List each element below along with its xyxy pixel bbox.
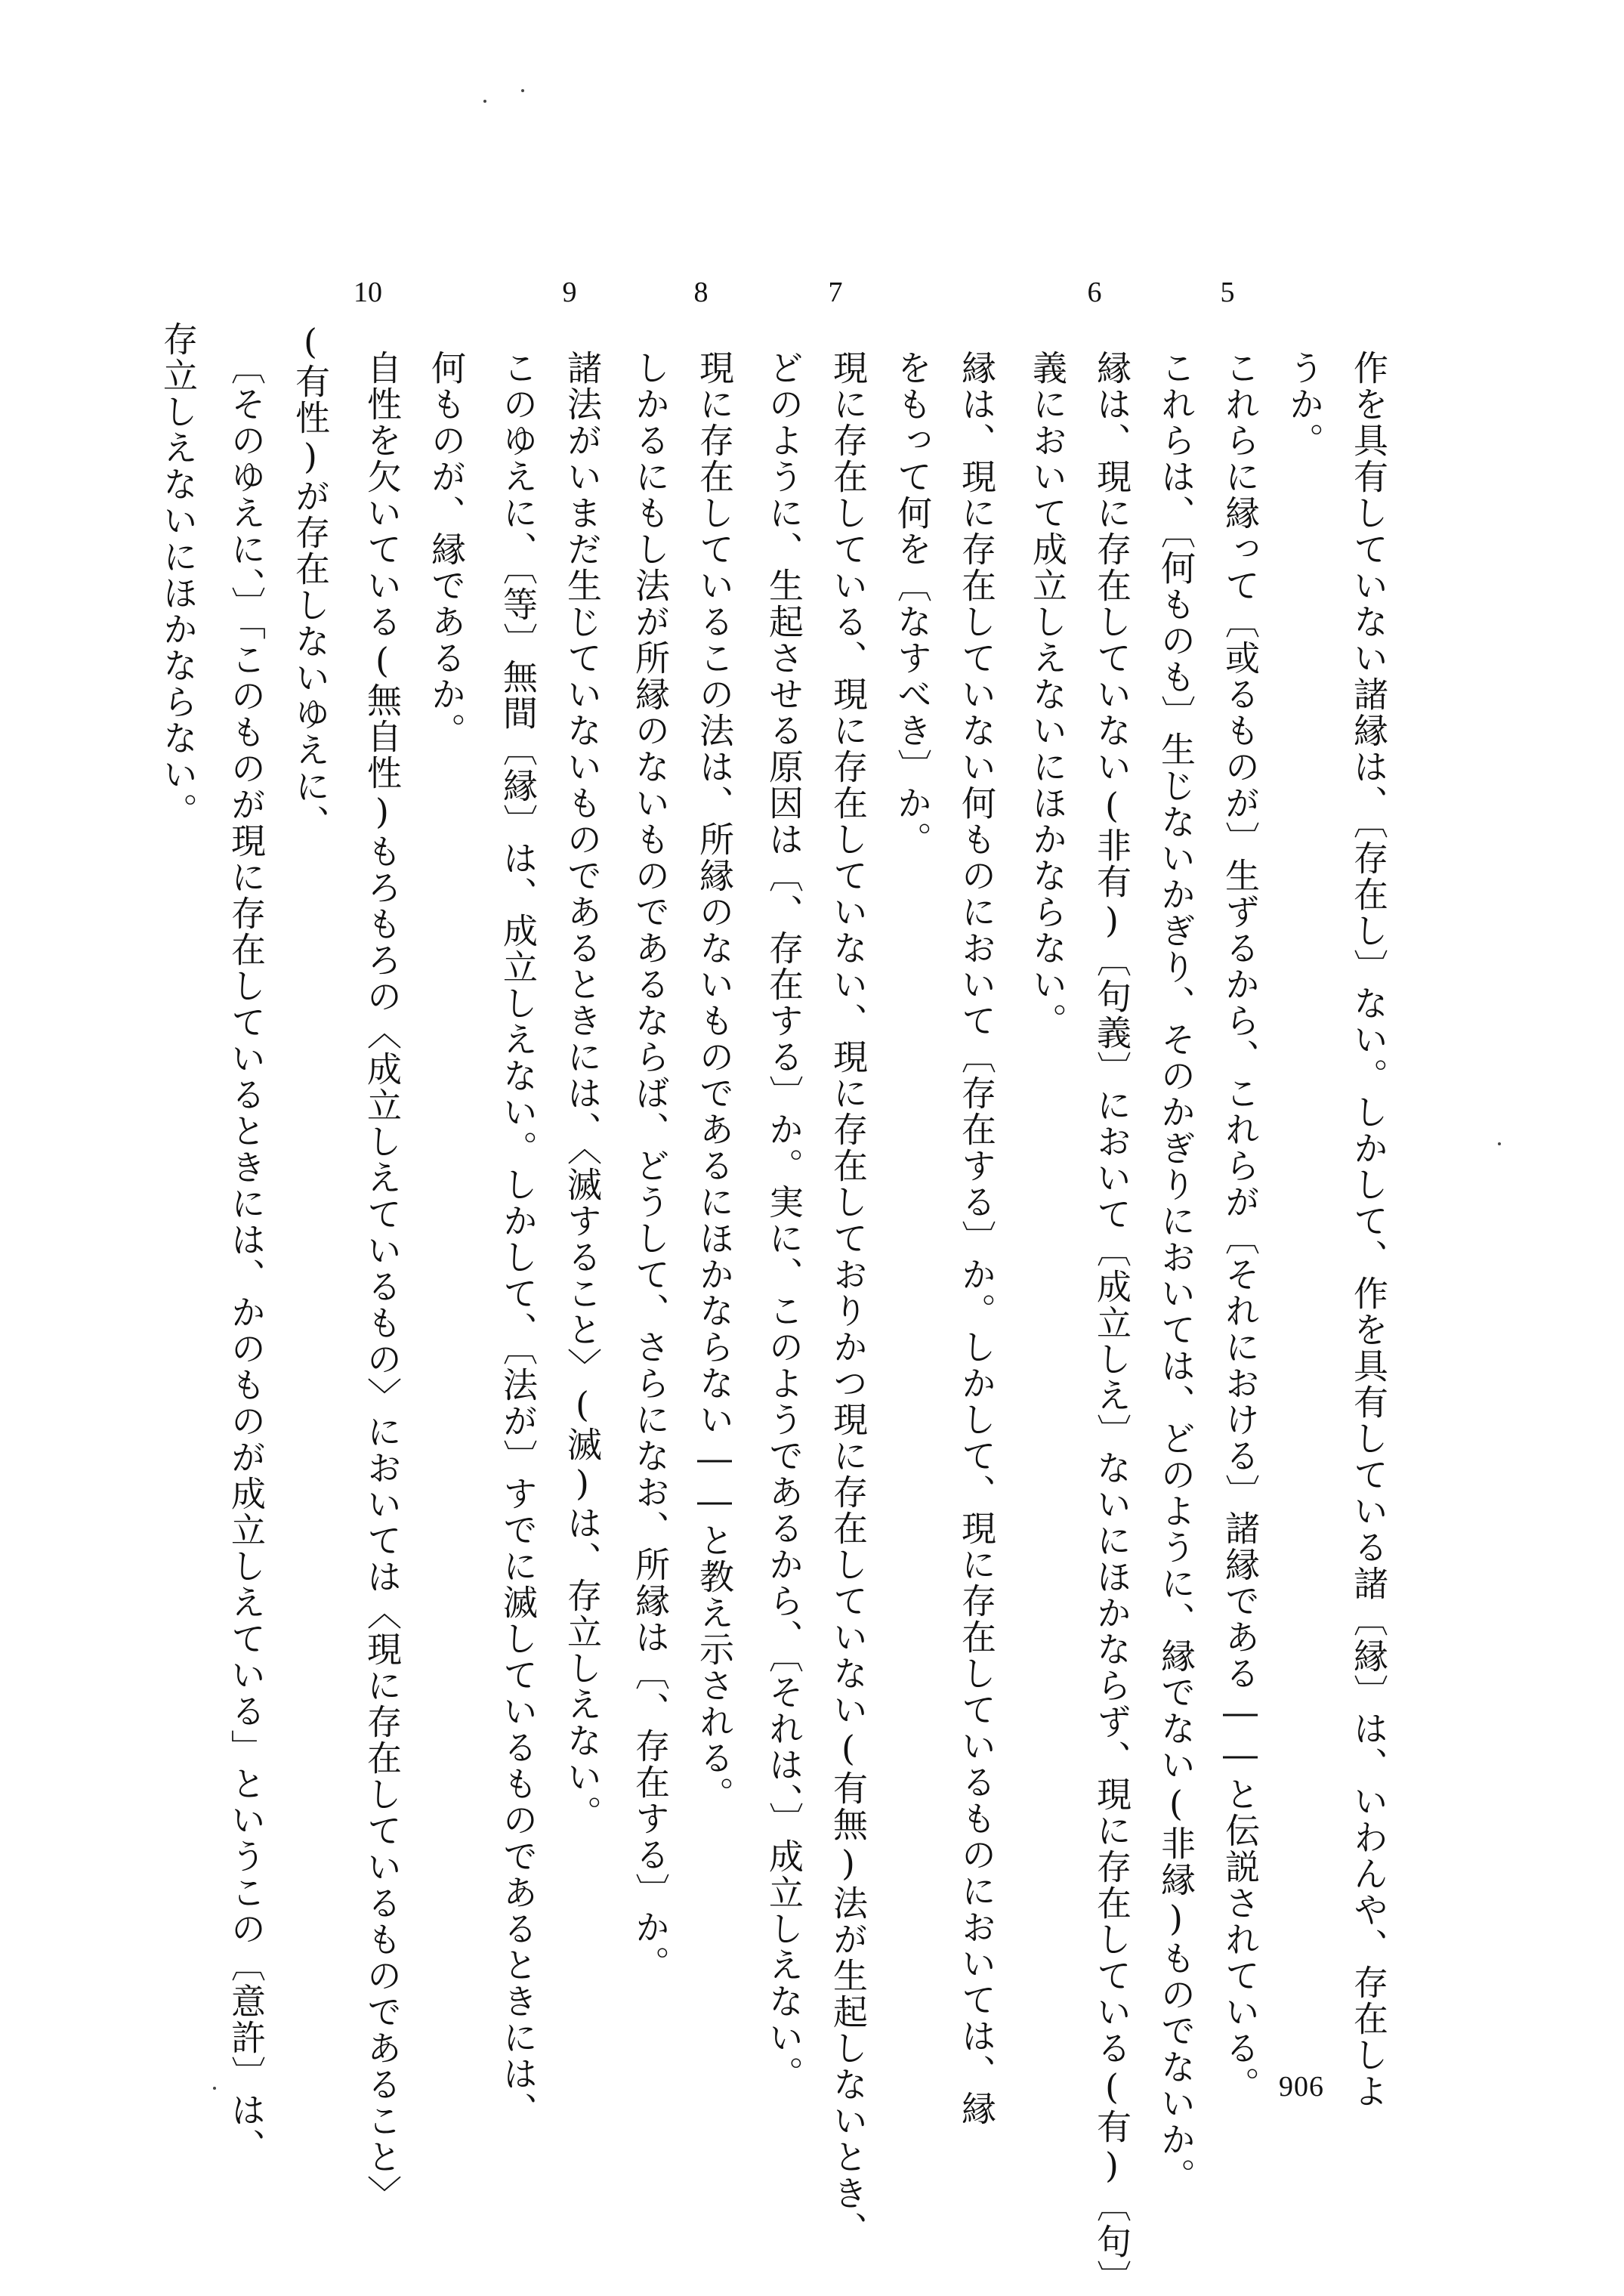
text-column-2: うか。 xyxy=(1284,350,1325,459)
text-column-3: これらに縁って〔或るものが〕生ずるから、これらが〔それにおける〕諸縁である――と伝説されている。 xyxy=(1220,350,1261,2103)
text-column-15: 何ものが、縁であるか。 xyxy=(426,350,467,749)
text-column-7: 縁は、現に存在していない何ものにおいて〔存在する〕か。しかして、現に存在しているものにおいては、縁 xyxy=(956,350,997,2127)
verse-number-9: 9 xyxy=(562,277,577,308)
text-column-17: (有性)が存在しないゆえに、 xyxy=(290,321,331,841)
scan-speck xyxy=(1498,1142,1501,1145)
text-column-8: をもって何を〔なすべき〕か。 xyxy=(892,350,933,858)
text-column-19: 存立しえないにほかならない。 xyxy=(158,321,199,829)
text-column-6: 義において成立しえないにほかならない。 xyxy=(1027,350,1068,1039)
verse-number-7: 7 xyxy=(828,277,843,308)
scan-speck xyxy=(521,89,524,92)
verse-number-5: 5 xyxy=(1220,277,1235,308)
text-column-18: 〔そのゆえに、〕「このものが現に存在しているときには、かのものが成立しえている」というこの〔意許〕は、 xyxy=(226,350,267,2165)
text-column-12: しかるにもし法が所縁のないものであるならば、どうして、さらになお、所縁は〔、存在する〕か。 xyxy=(630,350,671,1982)
scan-speck xyxy=(483,100,486,103)
text-column-11: 現に存在しているこの法は、所縁のないものであるにほかならない――と教え示される。 xyxy=(694,350,735,1812)
verse-number-6: 6 xyxy=(1087,277,1102,308)
verse-number-8: 8 xyxy=(693,277,709,308)
text-column-9: 現に存在している、現に存在していない、現に存在しておりかつ現に存在していない(有無)法が生起しないとき、 xyxy=(828,350,869,2248)
text-column-16: 自性を欠いている(無自性)もろもろの〈成立しえているもの〉においては〈現に存在しているものであること〉 xyxy=(362,350,403,2211)
verse-number-10: 10 xyxy=(354,277,382,308)
text-column-4: これらは、〔何ものも〕生じないかぎり、そのかぎりにおいては、どのように、縁でない(非縁)ものでないか。 xyxy=(1156,350,1196,2194)
text-column-14: このゆえに、〔等〕無間〔縁〕は、成立しえない。しかして、〔法が〕すでに滅しているものであるときには、 xyxy=(498,350,539,2128)
scan-speck xyxy=(213,2087,216,2090)
text-column-10: どのように、生起させる原因は〔、存在する〕か。実に、このようであるから、〔それは、〕成立しえない。 xyxy=(764,350,804,2092)
text-column-5: 縁は、現に存在していない(非有)〔句義〕において〔成立しえ〕ないにほかならず、現に存在している(有)〔句〕 xyxy=(1091,350,1132,2296)
text-column-1: 作を具有していない諸縁は、〔存在し〕ない。しかして、作を具有している諸〔縁〕は、いわんや、存在しよ xyxy=(1348,350,1389,2109)
text-column-13: 諸法がいまだ生じていないものであるときには、〈滅すること〉(滅)は、存立しえない。 xyxy=(562,350,603,1831)
page-number: 906 xyxy=(1279,2071,1324,2103)
